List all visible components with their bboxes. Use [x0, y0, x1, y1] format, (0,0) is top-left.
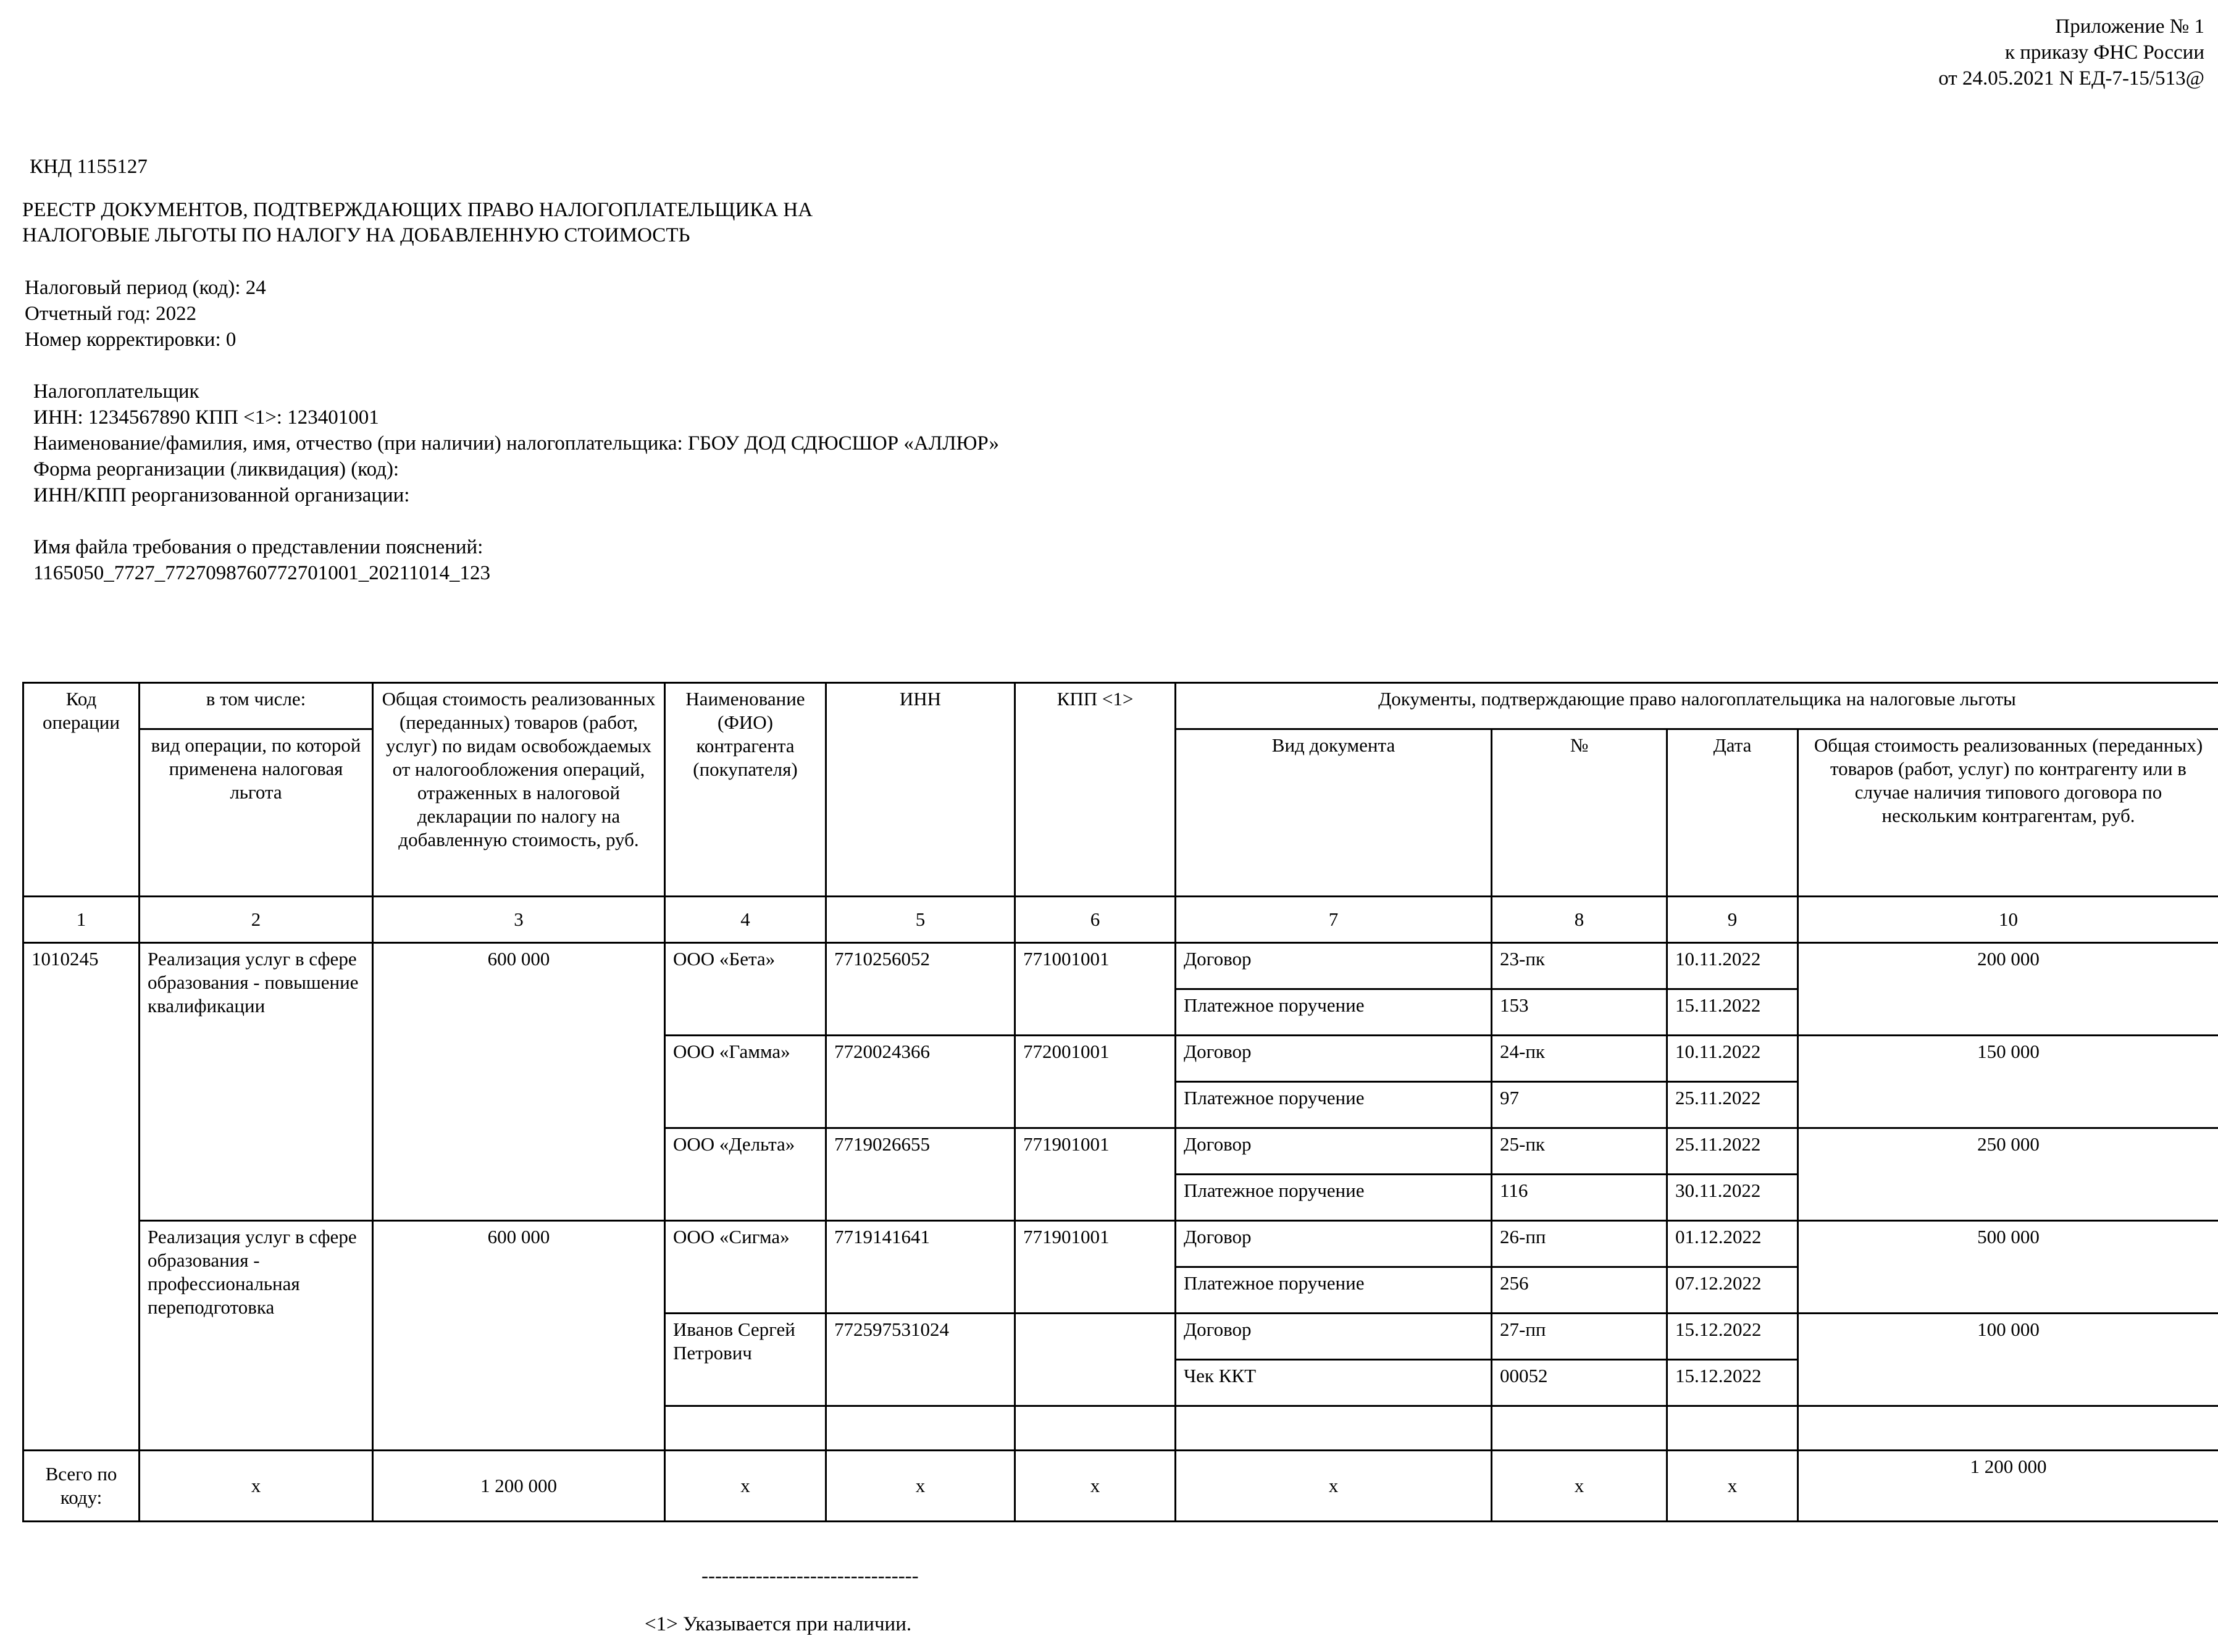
empty-cell	[1667, 1406, 1798, 1451]
header-inn: ИНН	[826, 683, 1015, 897]
document-number: 153	[1492, 989, 1667, 1036]
document-number: 25-пк	[1492, 1128, 1667, 1175]
footnote-separator: --------------------------------	[701, 1565, 919, 1587]
counterparty-name: Иванов Сергей Петрович	[665, 1314, 826, 1406]
appendix-line-3: от 24.05.2021 N ЕД-7-15/513@	[1938, 67, 2204, 90]
totals-label: Всего по коду:	[23, 1451, 140, 1522]
totals-x: х	[1667, 1451, 1798, 1522]
header-doc-number: №	[1492, 729, 1667, 897]
appendix-line-2: к приказу ФНС России	[2004, 41, 2204, 64]
counterparty-inn: 7710256052	[826, 943, 1015, 1036]
counterparty-inn: 7720024366	[826, 1036, 1015, 1128]
header-total-cost: Общая стоимость реализованных (переданных) товаров (работ, услуг) по видам освобождаемых от налогообложения операций, отраженных в налоговой декларации по налогу на добавленную стоимость, руб.	[373, 683, 665, 897]
knd-code: КНД 1155127	[30, 156, 148, 178]
reorganized-inn-kpp: ИНН/КПП реорганизованной организации:	[33, 484, 410, 506]
document-type: Договор	[1176, 1036, 1492, 1082]
document-date: 10.11.2022	[1667, 1036, 1798, 1082]
document-number: 26-пп	[1492, 1221, 1667, 1267]
table-row	[23, 1221, 2218, 1267]
counterparty-sum: 250 000	[1798, 1128, 2218, 1221]
document-type: Договор	[1176, 1314, 1492, 1360]
header-doc-type: Вид документа	[1176, 729, 1492, 897]
operation-type: Реализация услуг в сфере образования - повышение квалификации	[140, 943, 373, 1221]
request-file-name: 1165050_7727_7727098760772701001_20211014_123	[33, 562, 491, 584]
reorganization-form: Форма реорганизации (ликвидация) (код):	[33, 458, 400, 480]
document-date: 01.12.2022	[1667, 1221, 1798, 1267]
column-number: 1	[23, 897, 140, 943]
empty-cell	[1798, 1406, 2218, 1451]
tax-period: Налоговый период (код): 24	[25, 277, 266, 299]
totals-x: х	[665, 1451, 826, 1522]
operation-total: 600 000	[373, 943, 665, 1221]
totals-total-cost: 1 200 000	[373, 1451, 665, 1522]
document-type: Чек ККТ	[1176, 1360, 1492, 1406]
empty-cell	[665, 1406, 826, 1451]
header-counterparty: Наименование (ФИО) контрагента (покупателя)	[665, 683, 826, 897]
column-number: 10	[1798, 897, 2218, 943]
document-type: Платежное поручение	[1176, 1267, 1492, 1314]
totals-row	[23, 1451, 2218, 1522]
correction-number: Номер корректировки: 0	[25, 329, 236, 351]
totals-x: х	[1015, 1451, 1176, 1522]
document-type: Договор	[1176, 1221, 1492, 1267]
taxpayer-heading: Налогоплательщик	[33, 380, 199, 403]
counterparty-kpp: 771901001	[1015, 1221, 1176, 1314]
document-date: 30.11.2022	[1667, 1175, 1798, 1221]
operation-type: Реализация услуг в сфере образования - профессиональная переподготовка	[140, 1221, 373, 1451]
counterparty-inn: 7719026655	[826, 1128, 1015, 1221]
document-date: 15.12.2022	[1667, 1314, 1798, 1360]
counterparty-kpp: 772001001	[1015, 1036, 1176, 1128]
counterparty-sum: 150 000	[1798, 1036, 2218, 1128]
document-date: 15.11.2022	[1667, 989, 1798, 1036]
totals-docs-total: 1 200 000	[1798, 1451, 2218, 1522]
column-number: 4	[665, 897, 826, 943]
empty-cell	[1492, 1406, 1667, 1451]
operation-total: 600 000	[373, 1221, 665, 1451]
column-number: 2	[140, 897, 373, 943]
column-numbers-row	[23, 897, 2218, 943]
document-number: 24-пк	[1492, 1036, 1667, 1082]
operation-code: 1010245	[23, 943, 140, 1451]
document-type: Договор	[1176, 943, 1492, 989]
counterparty-name: ООО «Сигма»	[665, 1221, 826, 1314]
counterparty-name: ООО «Гамма»	[665, 1036, 826, 1128]
document-date: 25.11.2022	[1667, 1128, 1798, 1175]
totals-x: х	[826, 1451, 1015, 1522]
document-date: 07.12.2022	[1667, 1267, 1798, 1314]
document-number: 23-пк	[1492, 943, 1667, 989]
totals-x: х	[140, 1451, 373, 1522]
header-doc-total: Общая стоимость реализованных (переданных) товаров (работ, услуг) по контрагенту или в случае наличия типового договора по нескольким контрагентам, руб.	[1798, 729, 2218, 897]
request-file-label: Имя файла требования о представлении пояснений:	[33, 536, 483, 558]
column-number: 7	[1176, 897, 1492, 943]
column-number: 8	[1492, 897, 1667, 943]
document-number: 27-пп	[1492, 1314, 1667, 1360]
header-kpp: КПП <1>	[1015, 683, 1176, 897]
table-row	[23, 943, 2218, 989]
counterparty-sum: 100 000	[1798, 1314, 2218, 1406]
document-number: 256	[1492, 1267, 1667, 1314]
counterparty-kpp	[1015, 1314, 1176, 1406]
column-number: 3	[373, 897, 665, 943]
appendix-line-1: Приложение № 1	[2055, 15, 2204, 38]
counterparty-inn: 7719141641	[826, 1221, 1015, 1314]
document-date: 25.11.2022	[1667, 1082, 1798, 1128]
reporting-year: Отчетный год: 2022	[25, 303, 197, 325]
counterparty-sum: 500 000	[1798, 1221, 2218, 1314]
header-documents: Документы, подтверждающие право налогоплательщика на налоговые льготы	[1176, 683, 2218, 729]
column-number: 6	[1015, 897, 1176, 943]
title-line-1: РЕЕСТР ДОКУМЕНТОВ, ПОДТВЕРЖДАЮЩИХ ПРАВО НАЛОГОПЛАТЕЛЬЩИКА НА	[22, 199, 813, 221]
counterparty-kpp: 771901001	[1015, 1128, 1176, 1221]
document-type: Платежное поручение	[1176, 989, 1492, 1036]
empty-cell	[1176, 1406, 1492, 1451]
document-date: 10.11.2022	[1667, 943, 1798, 989]
column-number: 9	[1667, 897, 1798, 943]
counterparty-name: ООО «Дельта»	[665, 1128, 826, 1221]
document-type: Платежное поручение	[1176, 1175, 1492, 1221]
empty-cell	[826, 1406, 1015, 1451]
totals-x: х	[1176, 1451, 1492, 1522]
document-type: Платежное поручение	[1176, 1082, 1492, 1128]
counterparty-inn: 772597531024	[826, 1314, 1015, 1406]
taxpayer-name: Наименование/фамилия, имя, отчество (при наличии) налогоплательщика: ГБОУ ДОД СДЮСШОР «АЛЛЮР»	[33, 432, 1000, 455]
totals-x: х	[1492, 1451, 1667, 1522]
counterparty-kpp: 771001001	[1015, 943, 1176, 1036]
document-type: Договор	[1176, 1128, 1492, 1175]
taxpayer-inn-kpp: ИНН: 1234567890 КПП <1>: 123401001	[33, 406, 379, 429]
registry-table	[22, 682, 2218, 1522]
header-op-type: вид операции, по которой применена налоговая льгота	[140, 729, 373, 897]
empty-cell	[1015, 1406, 1176, 1451]
title-line-2: НАЛОГОВЫЕ ЛЬГОТЫ ПО НАЛОГУ НА ДОБАВЛЕННУЮ СТОИМОСТЬ	[22, 224, 690, 246]
header-including: в том числе:	[140, 683, 373, 729]
header-op-code: Код операции	[23, 683, 140, 897]
document-number: 97	[1492, 1082, 1667, 1128]
footnote: <1> Указывается при наличии.	[645, 1613, 912, 1635]
document-date: 15.12.2022	[1667, 1360, 1798, 1406]
document-number: 116	[1492, 1175, 1667, 1221]
counterparty-sum: 200 000	[1798, 943, 2218, 1036]
counterparty-name: ООО «Бета»	[665, 943, 826, 1036]
appendix-header	[1938, 14, 2204, 91]
column-number: 5	[826, 897, 1015, 943]
document-number: 00052	[1492, 1360, 1667, 1406]
header-doc-date: Дата	[1667, 729, 1798, 897]
